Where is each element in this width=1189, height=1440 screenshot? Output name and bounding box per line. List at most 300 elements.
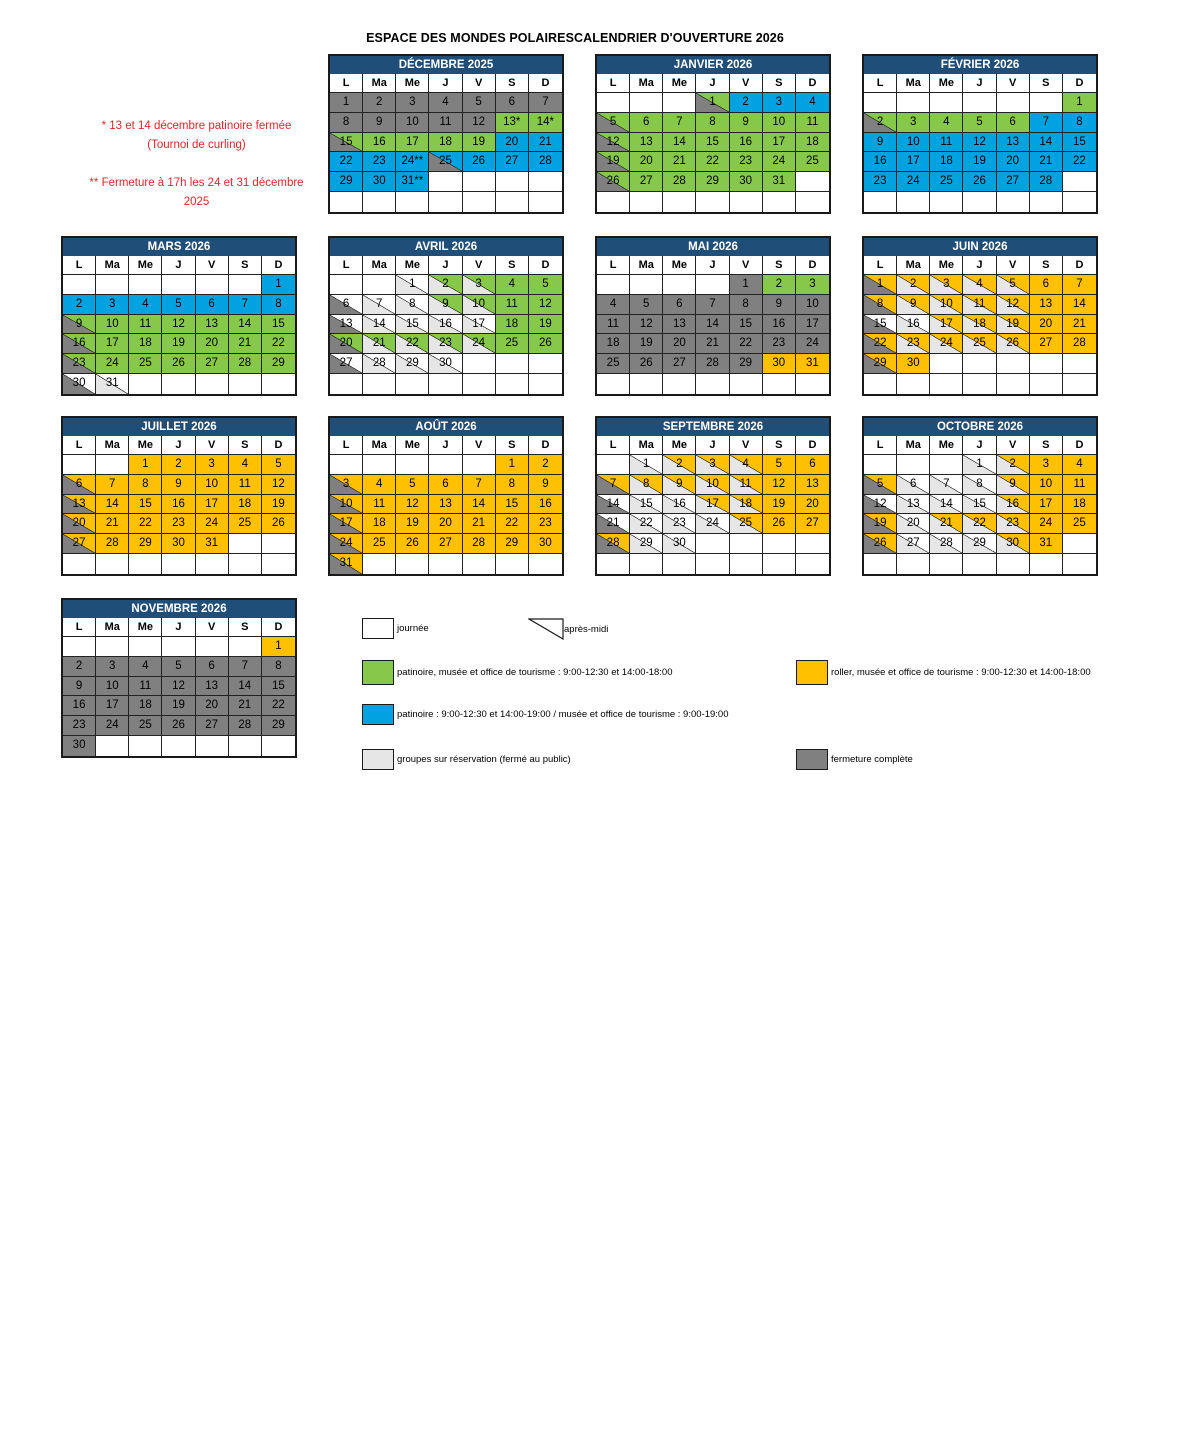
weekday-header: J: [696, 74, 729, 93]
weekday-header: J: [162, 256, 195, 275]
day-cell: 25: [963, 334, 996, 354]
day-cell: 27: [196, 354, 229, 374]
day-cell: 13: [1030, 295, 1063, 315]
legend-swatch-green: [362, 660, 394, 685]
week-row: [330, 93, 562, 113]
weekday-header: D: [796, 256, 829, 275]
day-cell: 21: [1063, 315, 1096, 335]
day-cell: 22: [262, 334, 295, 354]
day-cell: 21: [597, 514, 630, 534]
day-cell: 29: [262, 716, 295, 736]
day-cell: 17: [396, 133, 429, 153]
month-calendar: [862, 54, 1098, 214]
week-row: [864, 113, 1096, 133]
day-cell: 7: [1030, 113, 1063, 133]
day-cell: 10: [96, 315, 129, 335]
day-cell: [229, 275, 262, 295]
month-title: DÉCEMBRE 2025: [330, 56, 562, 74]
weekday-header: L: [597, 74, 630, 93]
day-cell: [129, 554, 162, 574]
day-cell: [129, 637, 162, 657]
weekday-header: L: [63, 256, 96, 275]
legend-apres-midi: [528, 618, 608, 640]
day-cell: 18: [930, 152, 963, 172]
month-title: OCTOBRE 2026: [864, 418, 1096, 436]
day-cell: [864, 93, 897, 113]
day-cell: [396, 455, 429, 475]
day-cell: 27: [796, 514, 829, 534]
day-cell: [496, 374, 529, 394]
day-cell: 16: [162, 495, 195, 515]
week-row: [63, 534, 295, 554]
weekday-header: Ma: [630, 256, 663, 275]
day-cell: 27: [997, 172, 1030, 192]
day-cell: 6: [997, 113, 1030, 133]
day-cell: [363, 554, 396, 574]
day-cell: [796, 192, 829, 212]
day-cell: [763, 554, 796, 574]
day-cell: 18: [963, 315, 996, 335]
week-row: [330, 315, 562, 335]
day-cell: [930, 455, 963, 475]
day-cell: 8: [696, 113, 729, 133]
weekday-header: S: [763, 256, 796, 275]
day-cell: 24: [930, 334, 963, 354]
day-cell: [997, 192, 1030, 212]
week-row: [330, 495, 562, 515]
day-cell: [1030, 93, 1063, 113]
weekday-header: Me: [129, 618, 162, 637]
day-cell: [229, 736, 262, 756]
day-cell: 30: [363, 172, 396, 192]
day-cell: 11: [429, 113, 462, 133]
day-cell: 24: [96, 716, 129, 736]
week-row: [597, 475, 829, 495]
day-cell: 6: [330, 295, 363, 315]
day-cell: [496, 554, 529, 574]
day-cell: [997, 93, 1030, 113]
week-row: [597, 354, 829, 374]
week-row: [63, 514, 295, 534]
day-cell: 13: [196, 677, 229, 697]
day-cell: [930, 374, 963, 394]
day-cell: 6: [429, 475, 462, 495]
day-cell: 19: [463, 133, 496, 153]
month-title: SEPTEMBRE 2026: [597, 418, 829, 436]
day-cell: 26: [864, 534, 897, 554]
day-cell: [897, 374, 930, 394]
day-cell: 1: [630, 455, 663, 475]
day-cell: 19: [597, 152, 630, 172]
week-row: [597, 275, 829, 295]
week-row: [864, 93, 1096, 113]
page-title: ESPACE DES MONDES POLAIRESCALENDRIER D'OUVERTURE 2026: [366, 31, 784, 45]
day-cell: 29: [396, 354, 429, 374]
day-cell: 5: [864, 475, 897, 495]
day-cell: [162, 736, 195, 756]
weekday-header: Me: [663, 256, 696, 275]
day-cell: [696, 192, 729, 212]
day-cell: [763, 374, 796, 394]
day-cell: 12: [597, 133, 630, 153]
weekday-header: J: [162, 618, 195, 637]
month-calendar: [328, 236, 564, 396]
day-cell: 2: [997, 455, 1030, 475]
day-cell: 3: [96, 295, 129, 315]
week-row: [63, 495, 295, 515]
legend-journee: [362, 618, 429, 639]
weekday-header: J: [162, 436, 195, 455]
day-cell: 16: [529, 495, 562, 515]
day-cell: [529, 554, 562, 574]
day-cell: 25: [796, 152, 829, 172]
month-title: JANVIER 2026: [597, 56, 829, 74]
day-cell: 8: [1063, 113, 1096, 133]
week-row: [63, 696, 295, 716]
day-cell: 4: [796, 93, 829, 113]
day-cell: 24: [196, 514, 229, 534]
day-cell: 26: [630, 354, 663, 374]
day-cell: 30: [529, 534, 562, 554]
weekday-header: D: [262, 618, 295, 637]
day-cell: [396, 192, 429, 212]
month-calendar: [328, 416, 564, 576]
day-cell: 11: [496, 295, 529, 315]
day-cell: 7: [930, 475, 963, 495]
day-cell: 5: [763, 455, 796, 475]
weekday-header: V: [730, 256, 763, 275]
day-cell: 27: [897, 534, 930, 554]
day-cell: 23: [63, 716, 96, 736]
day-cell: [529, 374, 562, 394]
weekday-header: V: [463, 256, 496, 275]
legend-swatch-white: [362, 618, 394, 639]
day-cell: 3: [396, 93, 429, 113]
day-cell: [96, 455, 129, 475]
day-cell: 18: [129, 334, 162, 354]
day-cell: 22: [963, 514, 996, 534]
day-cell: 21: [363, 334, 396, 354]
day-cell: 25: [730, 514, 763, 534]
month-calendar: [61, 416, 297, 576]
day-cell: 24: [696, 514, 729, 534]
day-cell: 14: [1063, 295, 1096, 315]
day-cell: 14: [229, 677, 262, 697]
weekday-header: D: [1063, 436, 1096, 455]
day-cell: 5: [162, 657, 195, 677]
day-cell: 28: [663, 172, 696, 192]
week-row: [864, 133, 1096, 153]
day-cell: 18: [429, 133, 462, 153]
day-cell: [597, 192, 630, 212]
weekday-header: V: [196, 436, 229, 455]
weekday-header-row: [864, 256, 1096, 275]
day-cell: 21: [663, 152, 696, 172]
day-cell: 29: [864, 354, 897, 374]
day-cell: 22: [630, 514, 663, 534]
legend-swatch-gray: [796, 749, 828, 770]
month-title: FÉVRIER 2026: [864, 56, 1096, 74]
week-row: [597, 93, 829, 113]
day-cell: 10: [96, 677, 129, 697]
week-row: [597, 514, 829, 534]
weekday-header: Me: [663, 436, 696, 455]
day-cell: [1030, 374, 1063, 394]
day-cell: 12: [162, 315, 195, 335]
day-cell: 19: [864, 514, 897, 534]
day-cell: [429, 554, 462, 574]
day-cell: 28: [229, 716, 262, 736]
week-row: [330, 354, 562, 374]
day-cell: [864, 455, 897, 475]
day-cell: 27: [429, 534, 462, 554]
day-cell: [696, 554, 729, 574]
day-cell: 28: [597, 534, 630, 554]
day-cell: 3: [96, 657, 129, 677]
day-cell: 4: [363, 475, 396, 495]
day-cell: 6: [1030, 275, 1063, 295]
week-row: [597, 113, 829, 133]
day-cell: 7: [696, 295, 729, 315]
day-cell: 25: [129, 716, 162, 736]
weekday-header-row: [864, 436, 1096, 455]
weekday-header-row: [597, 256, 829, 275]
day-cell: 8: [630, 475, 663, 495]
month-title: JUILLET 2026: [63, 418, 295, 436]
day-cell: 2: [763, 275, 796, 295]
weekday-header: L: [63, 618, 96, 637]
day-cell: 12: [864, 495, 897, 515]
day-cell: 4: [229, 455, 262, 475]
day-cell: [897, 455, 930, 475]
day-cell: [496, 172, 529, 192]
weekday-header: L: [63, 436, 96, 455]
day-cell: 15: [864, 315, 897, 335]
day-cell: 22: [496, 514, 529, 534]
day-cell: 10: [463, 295, 496, 315]
week-row: [330, 113, 562, 133]
weekday-header: J: [429, 436, 462, 455]
day-cell: [930, 192, 963, 212]
day-cell: [963, 192, 996, 212]
weekday-header: S: [229, 618, 262, 637]
weekday-header: D: [1063, 256, 1096, 275]
week-row: [597, 172, 829, 192]
weekday-header: Ma: [96, 436, 129, 455]
day-cell: 11: [129, 315, 162, 335]
day-cell: [96, 554, 129, 574]
day-cell: [864, 554, 897, 574]
day-cell: 10: [330, 495, 363, 515]
day-cell: 20: [196, 334, 229, 354]
day-cell: 17: [330, 514, 363, 534]
day-cell: 16: [897, 315, 930, 335]
weekday-header: J: [696, 436, 729, 455]
day-cell: 25: [597, 354, 630, 374]
week-row: [864, 554, 1096, 574]
day-cell: 23: [730, 152, 763, 172]
day-cell: 10: [696, 475, 729, 495]
day-cell: 25: [1063, 514, 1096, 534]
weekday-header: Me: [129, 256, 162, 275]
day-cell: 27: [196, 716, 229, 736]
day-cell: 19: [162, 696, 195, 716]
legend-label: après-midi: [564, 623, 609, 635]
day-cell: [796, 172, 829, 192]
day-cell: 1: [262, 275, 295, 295]
day-cell: 12: [162, 677, 195, 697]
day-cell: [930, 554, 963, 574]
day-cell: 24: [897, 172, 930, 192]
week-row: [864, 374, 1096, 394]
legend-swatch-light-gray: [362, 749, 394, 770]
month-calendar: [595, 54, 831, 214]
legend-label: patinoire, musée et office de tourisme : 9:00-12:30 et 14:00-18:00: [397, 667, 673, 678]
day-cell: 18: [496, 315, 529, 335]
week-row: [864, 295, 1096, 315]
day-cell: 26: [262, 514, 295, 534]
weekday-header: S: [229, 256, 262, 275]
day-cell: [196, 374, 229, 394]
month-title: MARS 2026: [63, 238, 295, 256]
day-cell: [330, 275, 363, 295]
day-cell: 30: [63, 374, 96, 394]
day-cell: 6: [630, 113, 663, 133]
day-cell: 18: [229, 495, 262, 515]
day-cell: [696, 534, 729, 554]
weekday-header: S: [1030, 436, 1063, 455]
day-cell: 3: [930, 275, 963, 295]
day-cell: 28: [229, 354, 262, 374]
weekday-header: V: [463, 436, 496, 455]
day-cell: 24: [330, 534, 363, 554]
weekday-header: Me: [930, 74, 963, 93]
day-cell: 24: [796, 334, 829, 354]
weekday-header: Ma: [897, 436, 930, 455]
week-row: [597, 315, 829, 335]
day-cell: [162, 275, 195, 295]
weekday-header: L: [864, 436, 897, 455]
day-cell: 16: [997, 495, 1030, 515]
day-cell: [730, 554, 763, 574]
week-row: [330, 534, 562, 554]
day-cell: [162, 637, 195, 657]
day-cell: 9: [162, 475, 195, 495]
weekday-header: Me: [396, 256, 429, 275]
day-cell: 3: [696, 455, 729, 475]
weekday-header: Ma: [363, 256, 396, 275]
day-cell: 30: [730, 172, 763, 192]
day-cell: 12: [997, 295, 1030, 315]
day-cell: [1063, 172, 1096, 192]
week-row: [330, 455, 562, 475]
day-cell: 25: [429, 152, 462, 172]
day-cell: [663, 554, 696, 574]
day-cell: 2: [429, 275, 462, 295]
day-cell: 18: [730, 495, 763, 515]
day-cell: 14: [96, 495, 129, 515]
day-cell: 20: [330, 334, 363, 354]
weekday-header: D: [529, 256, 562, 275]
weekday-header-row: [330, 74, 562, 93]
day-cell: 5: [262, 455, 295, 475]
day-cell: 3: [1030, 455, 1063, 475]
day-cell: 2: [864, 113, 897, 133]
day-cell: [1063, 534, 1096, 554]
day-cell: 3: [796, 275, 829, 295]
weekday-header: D: [262, 436, 295, 455]
day-cell: [696, 374, 729, 394]
legend-blue: [362, 704, 728, 725]
weekday-header: Me: [396, 74, 429, 93]
day-cell: 30: [429, 354, 462, 374]
day-cell: 15: [630, 495, 663, 515]
day-cell: 7: [529, 93, 562, 113]
day-cell: 15: [330, 133, 363, 153]
day-cell: 10: [196, 475, 229, 495]
day-cell: 12: [529, 295, 562, 315]
half-day-triangle-icon: [528, 618, 564, 640]
week-row: [330, 133, 562, 153]
day-cell: [262, 374, 295, 394]
day-cell: 22: [396, 334, 429, 354]
day-cell: 17: [1030, 495, 1063, 515]
day-cell: 23: [429, 334, 462, 354]
day-cell: 3: [463, 275, 496, 295]
legend-label: fermeture complète: [831, 754, 913, 765]
day-cell: 16: [864, 152, 897, 172]
day-cell: 26: [597, 172, 630, 192]
weekday-header-row: [864, 74, 1096, 93]
week-row: [330, 275, 562, 295]
weekday-header: V: [463, 74, 496, 93]
day-cell: 11: [730, 475, 763, 495]
day-cell: 21: [96, 514, 129, 534]
day-cell: [597, 455, 630, 475]
day-cell: 15: [496, 495, 529, 515]
day-cell: 19: [630, 334, 663, 354]
week-row: [330, 334, 562, 354]
day-cell: 12: [463, 113, 496, 133]
day-cell: 9: [897, 295, 930, 315]
day-cell: [1063, 554, 1096, 574]
day-cell: 14: [229, 315, 262, 335]
day-cell: 23: [897, 334, 930, 354]
day-cell: [529, 172, 562, 192]
day-cell: 13: [997, 133, 1030, 153]
day-cell: 28: [363, 354, 396, 374]
week-row: [330, 475, 562, 495]
weekday-header: V: [997, 256, 1030, 275]
day-cell: 13: [630, 133, 663, 153]
day-cell: 8: [963, 475, 996, 495]
day-cell: [997, 554, 1030, 574]
weekday-header: V: [997, 436, 1030, 455]
week-row: [864, 354, 1096, 374]
weekday-header: Me: [396, 436, 429, 455]
day-cell: 26: [396, 534, 429, 554]
day-cell: [196, 736, 229, 756]
day-cell: [597, 374, 630, 394]
day-cell: 1: [496, 455, 529, 475]
day-cell: 20: [663, 334, 696, 354]
day-cell: 7: [229, 657, 262, 677]
day-cell: 16: [429, 315, 462, 335]
day-cell: 22: [1063, 152, 1096, 172]
weekday-header: Me: [663, 74, 696, 93]
day-cell: [129, 736, 162, 756]
day-cell: [96, 275, 129, 295]
